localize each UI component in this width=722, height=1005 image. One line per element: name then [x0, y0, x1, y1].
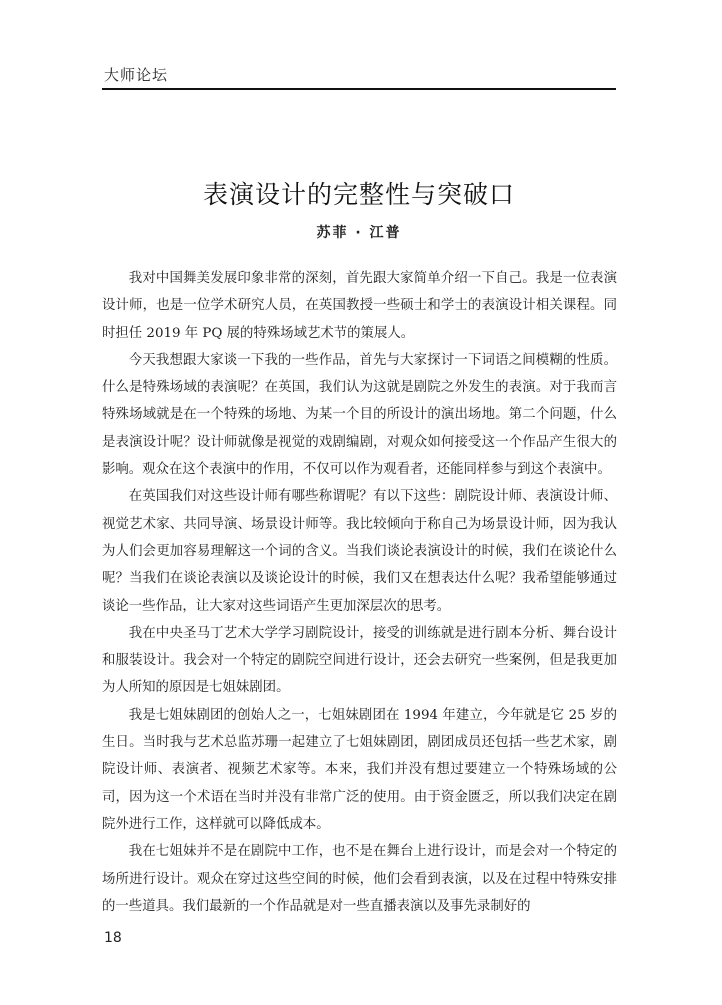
article-author: 苏菲 · 江普	[316, 225, 402, 241]
paragraph: 我对中国舞美发展印象非常的深刻，首先跟大家简单介绍一下自己。我是一位表演设计师，也是一位学术研究人员，在英国教授一些硕士和学士的表演设计相关课程。同时担任 2019 年 PQ 展的特殊场域艺术节的策展人。	[102, 271, 617, 341]
running-head-title: 大师论坛	[104, 66, 169, 84]
header-rule	[102, 88, 616, 90]
paragraph: 我是七姐妹剧团的创始人之一，七姐妹剧团在 1994 年建立，今年就是它 25 岁的生日。当时我与艺术总监苏珊一起建立了七姐妹剧团，剧团成员还包括一些艺术家，剧院设计师、表演者、视频艺术家等。本来，我们并没有想过要建立一个特殊场域的公司，因为这一个术语在当时并没有非常广泛的使用。由于资金匮乏，所以我们决定在剧院外进行工作，这样就可以降低成本。	[102, 707, 617, 832]
paragraph: 在英国我们对这些设计师有哪些称谓呢？有以下这些：剧院设计师、表演设计师、视觉艺术家、共同导演、场景设计师等。我比较倾向于称自己为场景设计师，因为我认为人们会更加容易理解这一个词的含义。当我们谈论表演设计的时候，我们在谈论什么呢？当我们在谈论表演以及谈论设计的时候，我们又在想表达什么呢？我希望能够通过谈论一些作品，让大家对这些词语产生更加深层次的思考。	[102, 489, 617, 614]
article-title: 表演设计的完整性与突破口	[202, 179, 515, 209]
paragraph: 我在中央圣马丁艺术大学学习剧院设计，接受的训练就是进行剧本分析、舞台设计和服装设计。我会对一个特定的剧院空间进行设计，还会去研究一些案例，但是我更加为人所知的原因是七姐妹剧团。	[102, 625, 617, 696]
article-body	[102, 265, 617, 920]
page-number: 18	[104, 930, 122, 946]
paragraph: 今天我想跟大家谈一下我的一些作品，首先与大家探讨一下词语之间模糊的性质。什么是特殊场域的表演呢？在英国，我们认为这就是剧院之外发生的表演。对于我而言特殊场域就是在一个特殊的场地、为某一个目的所设计的演出场地。第二个问题，什么是表演设计呢？设计师就像是视觉的戏剧编剧，对观众如何接受这一个作品产生很大的影响。观众在这个表演中的作用，不仅可以作为观看者，还能同样参与到这个表演中。	[102, 352, 617, 478]
paragraph: 我在七姐妹并不是在剧院中工作，也不是在舞台上进行设计，而是会对一个特定的场所进行设计。观众在穿过这些空间的时候，他们会看到表演，以及在过程中特殊安排的一些道具。我们最新的一个作品就是对一些直播表演以及事先录制好的	[102, 844, 617, 914]
